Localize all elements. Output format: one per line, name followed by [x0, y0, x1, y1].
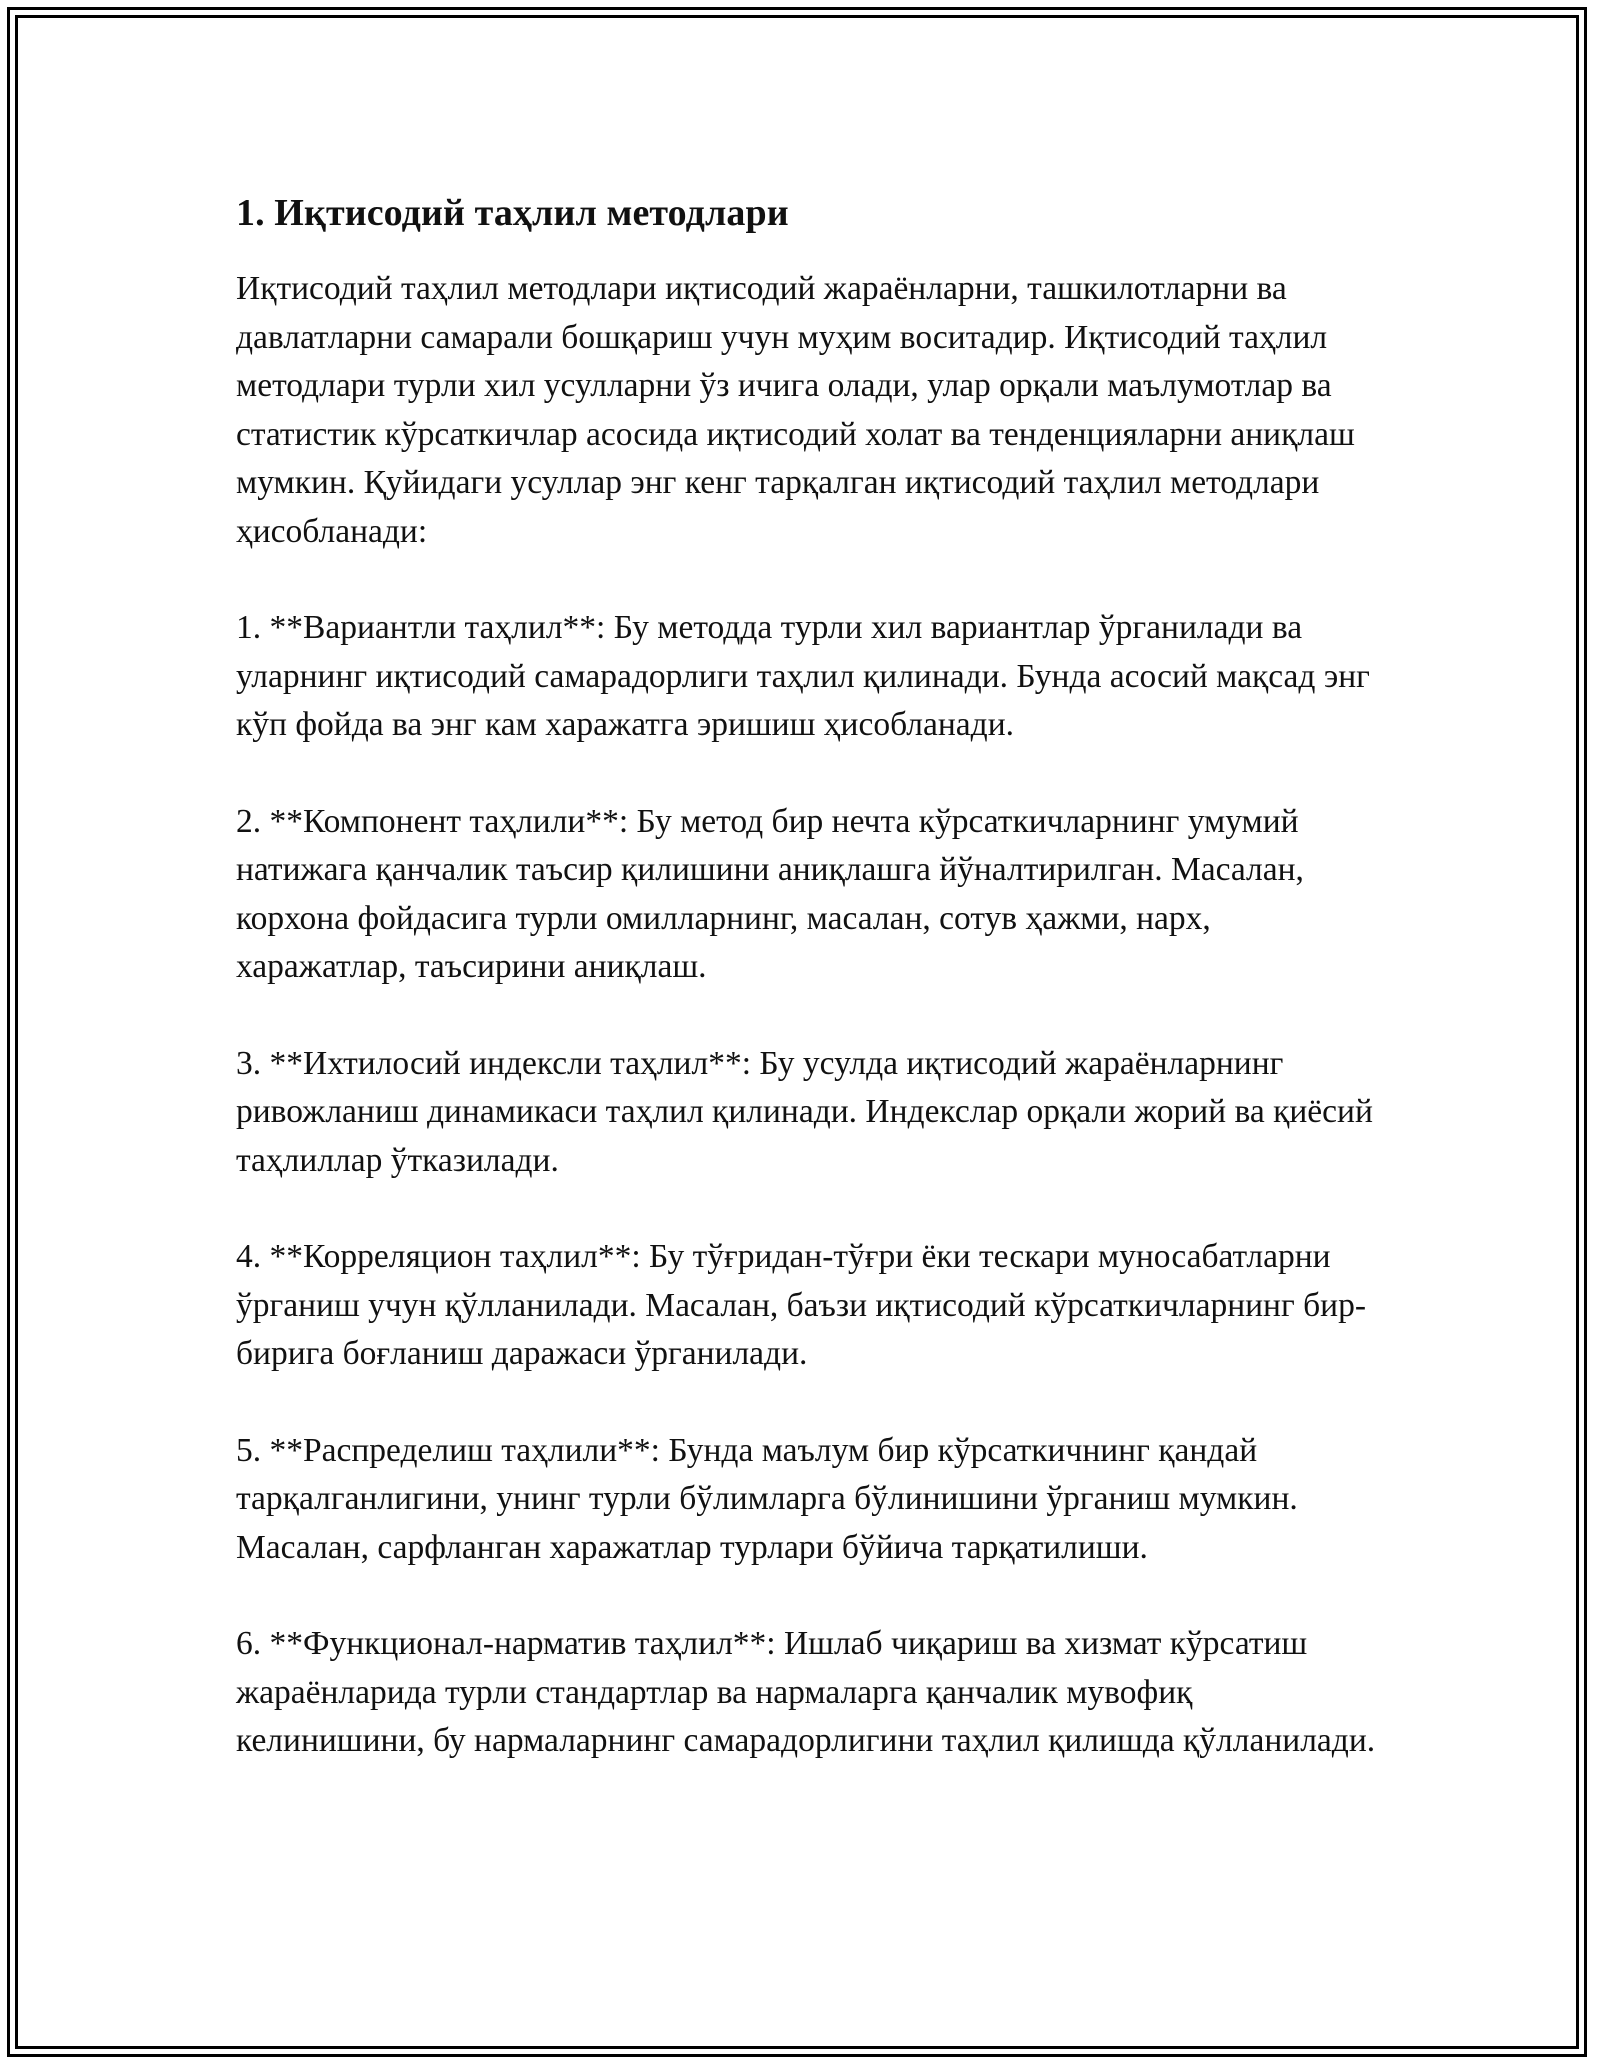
list-item-index-analysis: 3. **Ихтилосий индексли таҳлил**: Бу усулда иқтисодий жараёнларнинг ривожланиш динамикаси таҳлил қилинади. Индекслар орқали жорий ва қиёсий таҳлиллар ўтказилади. — [236, 1044, 1373, 1179]
list-item-component-analysis: 2. **Компонент таҳлили**: Бу метод бир нечта кўрсаткичларнинг умумий натижага қанчалик таъсир қилишини аниқлашга йўналтирилган. Масалан, корхона фойдасига турли омилларнинг, масалан, сотув ҳажми, нарх, харажатлар, таъсирини аниқлаш. — [236, 802, 1304, 985]
document-body — [236, 188, 1376, 1766]
intro-paragraph: Иқтисодий таҳлил методлари иқтисодий жараёнларни, ташкилотларни ва давлатларни самарали бошқариш учун муҳим воситадир. Иқтисодий таҳлил методлари турли хил усулларни ўз ичига олади, улар орқали маълумотлар ва статистик кўрсаткичлар асосида иқтисодий холат ва тенденцияларни аниқлаш мумкин. Қуйидаги усуллар энг кенг тарқалган иқтисодий таҳлил методлари ҳисобланади: — [236, 270, 1355, 550]
section-heading: 1. Иқтисодий таҳлил методлари — [236, 192, 789, 234]
list-item-functional-normative-analysis: 6. **Функционал-нарматив таҳлил**: Ишлаб чиқариш ва хизмат кўрсатиш жараёнларида турли стандартлар ва нармаларга қанчалик мувофиқ келинишини, бу нармаларнинг самарадорлигини таҳлил қилишда қўлланилади. — [236, 1625, 1376, 1759]
list-item-variant-analysis: 1. **Вариантли таҳлил**: Бу методда турли хил вариантлар ўрганилади ва уларнинг иқтисодий самарадорлиги таҳлил қилинади. Бунда асосий мақсад энг кўп фойда ва энг кам харажатга эришиш ҳисобланади. — [236, 609, 1370, 743]
list-item-correlation-analysis: 4. **Корреляцион таҳлил**: Бу тўғридан-тўғри ёки тескари муносабатларни ўрганиш учун қўлланилади. Масалан, баъзи иқтисодий кўрсаткичларнинг бир-бирига боғланиш даражаси ўрганилади. — [236, 1238, 1366, 1372]
list-item-distribution-analysis: 5. **Распределиш таҳлили**: Бунда маълум бир кўрсаткичнинг қандай тарқалганлигини, унинг турли бўлимларга бўлинишини ўрганиш мумкин. Масалан, сарфланган харажатлар турлари бўйича тарқатилиши. — [236, 1431, 1298, 1566]
